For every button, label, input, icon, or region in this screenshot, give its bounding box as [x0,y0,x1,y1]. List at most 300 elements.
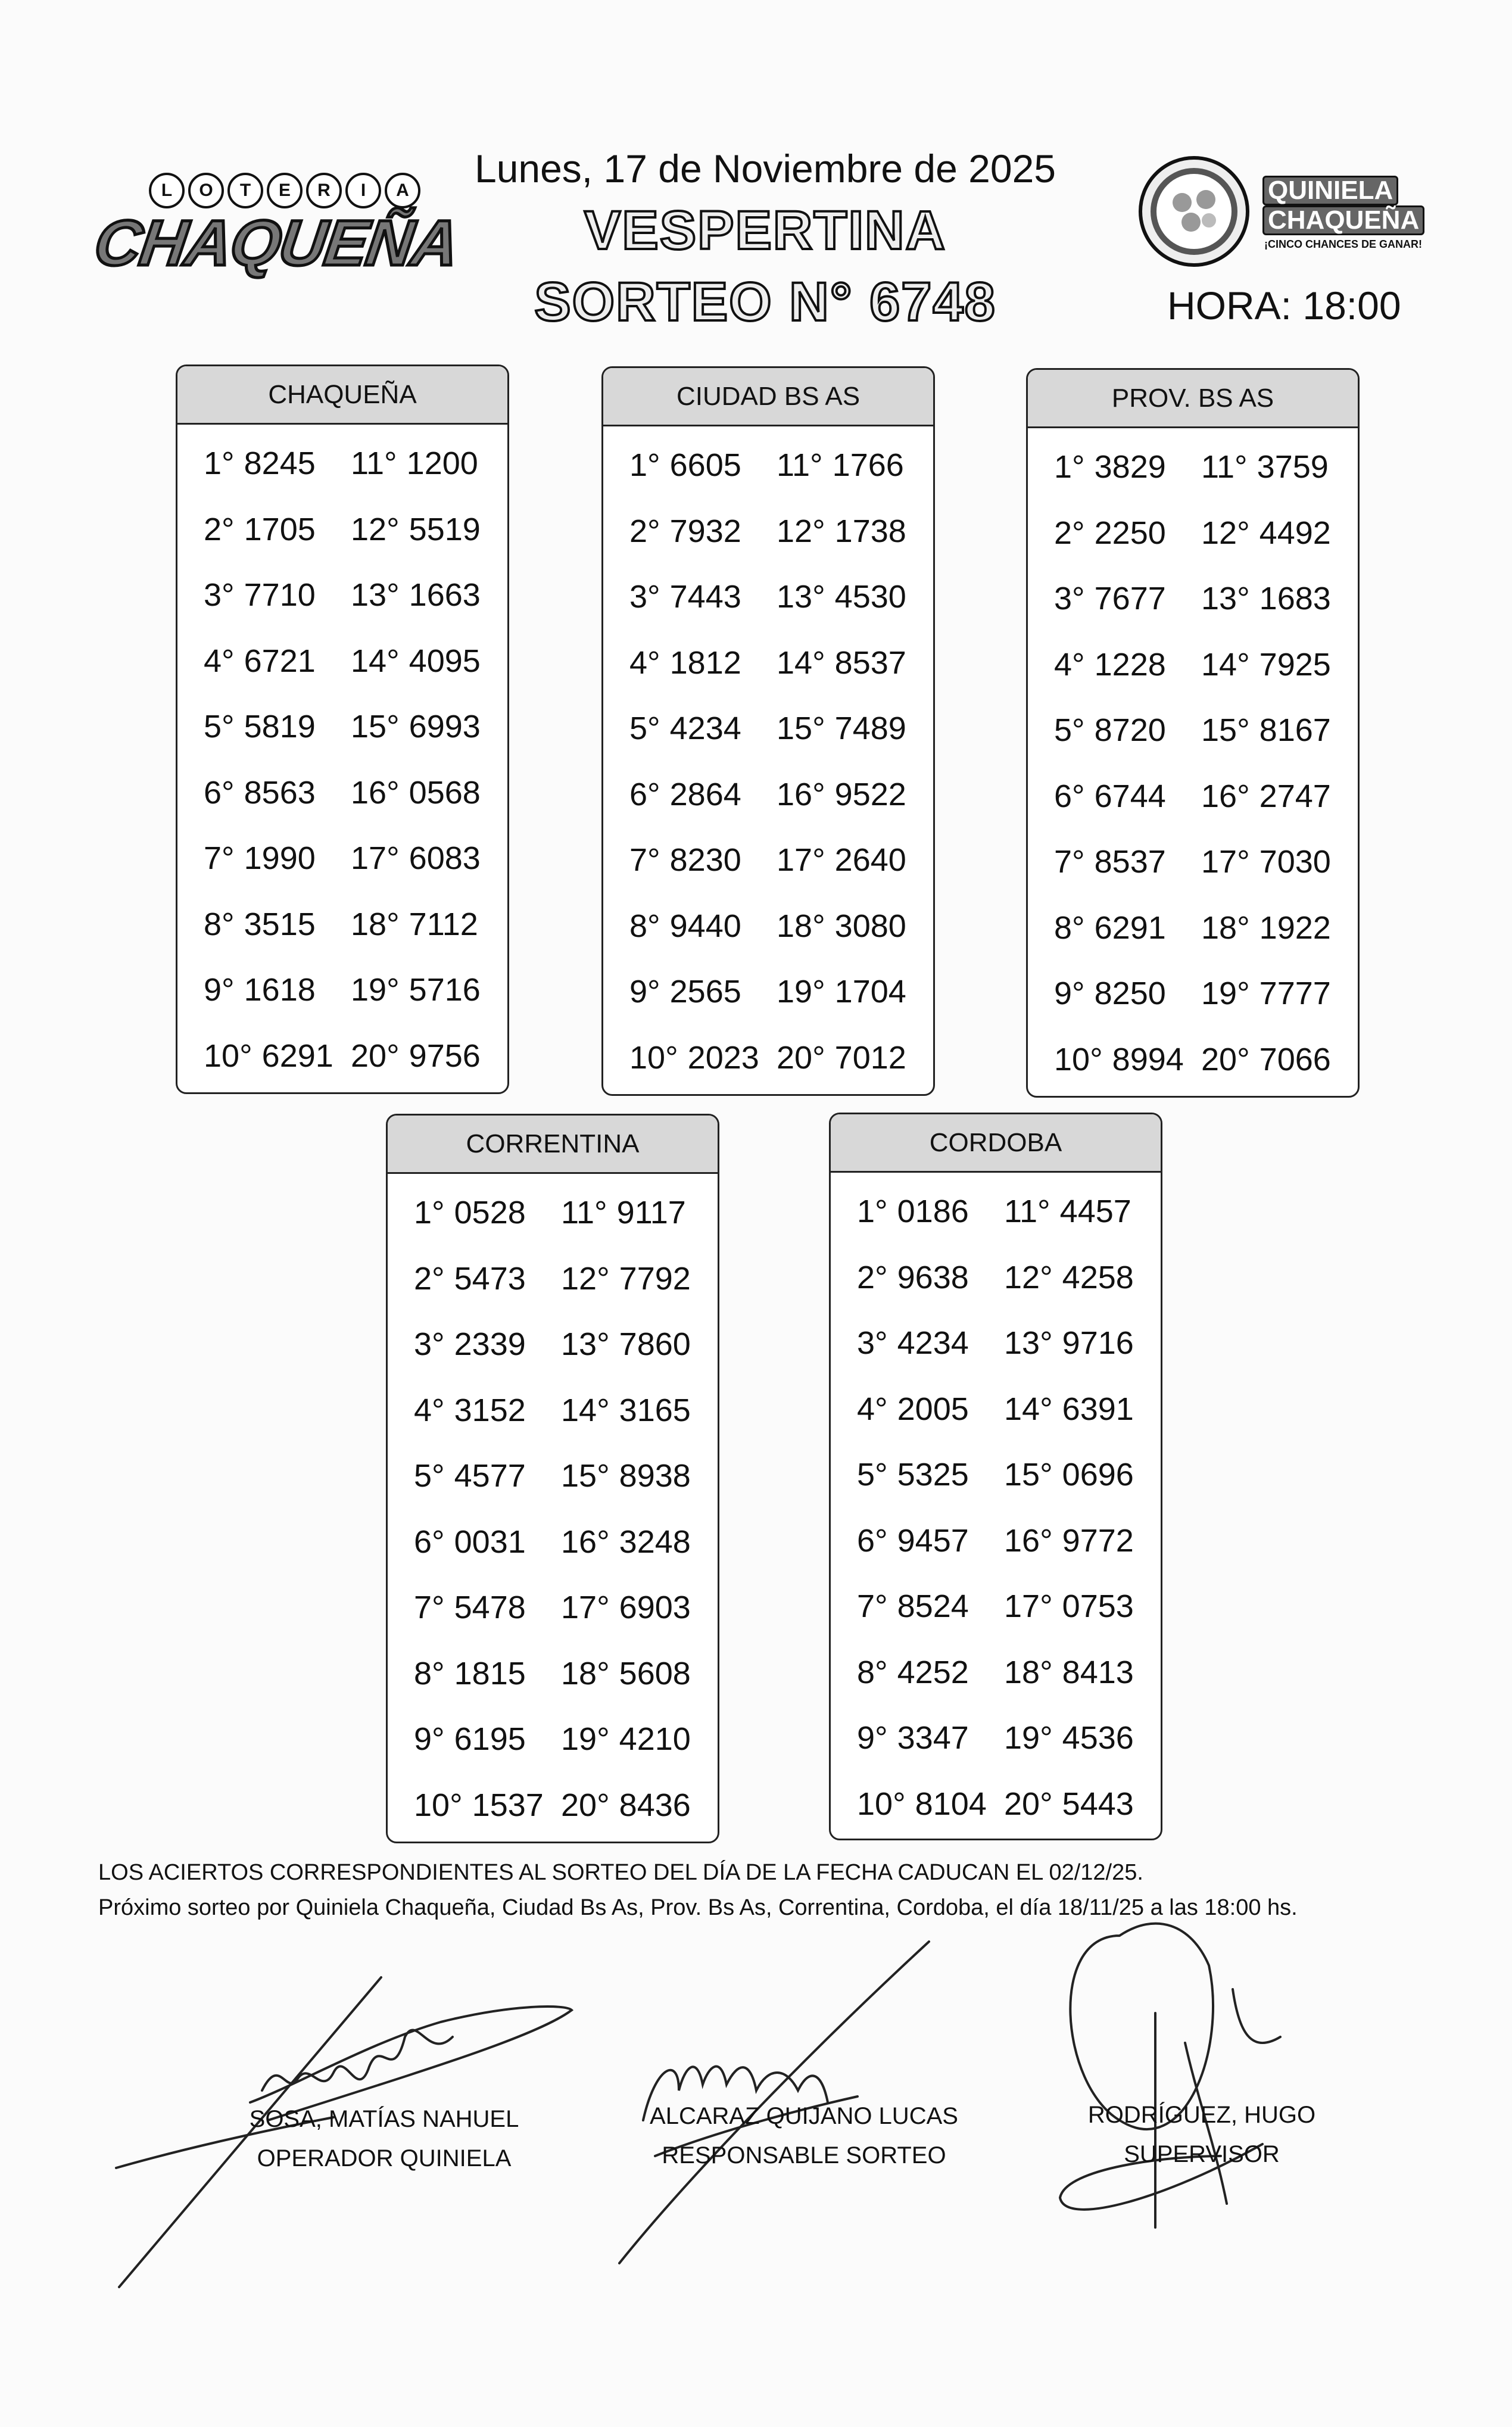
results-panel-ciudad-bs-as [601,366,935,1096]
result-entry [388,1457,553,1494]
panel-title: CHAQUEÑA [177,366,507,425]
result-number: 4258 [1062,1259,1134,1295]
result-position: 10° [1054,1041,1103,1077]
loteria-letter-ball: R [306,173,342,208]
result-number: 5519 [409,511,481,547]
result-entry [831,1391,996,1428]
result-number: 8720 [1094,712,1166,749]
result-position: 13° [1004,1325,1053,1362]
result-position: 17° [1004,1588,1053,1625]
result-entry [342,511,507,548]
result-entry [177,971,342,1008]
result-entry [768,513,933,550]
result-position: 17° [561,1590,610,1626]
result-position: 17° [777,842,825,878]
result-position: 18° [561,1655,610,1691]
result-position: 13° [1201,581,1250,617]
result-position: 9° [1054,976,1085,1012]
result-row [831,1508,1161,1574]
result-position: 20° [351,1038,400,1074]
result-row [177,892,507,958]
result-row [388,1706,718,1772]
result-position: 19° [777,974,825,1010]
result-entry [996,1654,1161,1691]
result-number: 3347 [897,1720,969,1756]
result-row [388,1509,718,1575]
result-position: 18° [777,908,825,944]
result-position: 4° [629,644,660,681]
result-number: 9440 [669,908,741,944]
result-number: 8938 [619,1458,691,1494]
result-number: 1922 [1259,909,1331,946]
result-number: 4234 [897,1325,969,1362]
result-entry [768,710,933,747]
result-number: 5716 [409,972,481,1008]
result-number: 6993 [409,709,481,745]
signatory-2-role: RESPONSABLE SORTEO [662,2142,946,2169]
result-entry [1193,1041,1358,1078]
result-number: 7777 [1259,976,1331,1012]
result-entry [553,1524,718,1560]
result-entry [603,447,768,484]
result-position: 8° [857,1654,888,1690]
result-position: 6° [204,774,235,811]
result-row [1028,829,1358,895]
result-position: 15° [561,1458,610,1494]
result-position: 11° [1004,1194,1050,1230]
result-row [1028,961,1358,1027]
signatory-1-name: SOSA, MATÍAS NAHUEL [249,2106,519,2132]
result-position: 2° [629,513,660,549]
draw-number: SORTEO N° 6748 [534,272,996,332]
result-entry [342,708,507,745]
result-number: 7710 [244,577,316,613]
draw-session-title: VESPERTINA [584,200,946,261]
result-entry [831,1522,996,1559]
result-row [177,957,507,1023]
result-position: 12° [1201,515,1250,551]
results-list [177,425,507,1089]
signatory-3-role: SUPERVISOR [1124,2141,1280,2167]
result-entry [831,1786,996,1822]
result-position: 16° [777,776,825,812]
result-entry [831,1588,996,1625]
result-number: 2250 [1094,515,1166,551]
result-entry [996,1786,1161,1822]
result-position: 11° [1201,449,1248,485]
result-position: 13° [561,1326,610,1363]
signatory-2 [625,2096,983,2175]
result-number: 7443 [669,579,741,615]
result-entry [1193,646,1358,683]
result-entry [603,776,768,813]
result-row [603,564,933,630]
result-position: 10° [857,1786,906,1822]
result-number: 6744 [1094,778,1166,814]
result-position: 12° [1004,1259,1053,1295]
result-row [831,1771,1161,1837]
result-entry [768,842,933,878]
result-number: 4530 [834,579,906,615]
result-entry [1028,646,1193,683]
panel-title: CORDOBA [831,1114,1161,1173]
result-position: 9° [857,1720,888,1756]
result-position: 1° [857,1194,888,1230]
result-number: 0568 [409,774,481,811]
result-row [831,1640,1161,1706]
result-row [388,1772,718,1839]
result-entry [342,971,507,1008]
result-position: 5° [857,1457,888,1493]
result-position: 2° [1054,515,1085,551]
draw-time: HORA: 18:00 [1167,283,1401,328]
loteria-letter-ball: E [267,173,303,208]
result-position: 18° [351,906,400,942]
result-position: 11° [351,445,397,482]
result-number: 2023 [687,1039,759,1076]
result-number: 9716 [1062,1325,1134,1362]
signatory-1-role: OPERADOR QUINIELA [257,2145,512,2171]
result-entry [1028,843,1193,880]
loteria-letter-ball: I [345,173,381,208]
result-position: 3° [414,1326,445,1363]
result-entry [342,906,507,943]
result-number: 3515 [244,906,316,942]
result-number: 7489 [834,711,906,747]
result-row [177,825,507,892]
result-number: 0696 [1062,1457,1134,1493]
result-position: 8° [414,1655,445,1691]
signatory-3 [1023,2095,1380,2174]
result-entry [603,710,768,747]
results-panel-cordoba [829,1113,1162,1840]
result-number: 1537 [472,1787,544,1823]
result-entry [1028,712,1193,749]
result-number: 7932 [669,513,741,549]
result-position: 6° [629,776,660,812]
result-entry [768,1039,933,1076]
result-entry [177,577,342,613]
result-position: 6° [1054,778,1085,814]
result-row [177,562,507,628]
results-list [1028,428,1358,1092]
result-number: 1990 [244,840,316,877]
result-entry [1193,448,1358,485]
result-entry [603,578,768,615]
result-row [177,760,507,826]
loteria-letter-ball: O [188,173,224,208]
result-position: 9° [629,974,660,1010]
result-position: 15° [777,711,825,747]
result-entry [388,1326,553,1363]
result-position: 20° [777,1039,825,1076]
result-number: 4210 [619,1721,691,1758]
result-entry [177,840,342,877]
panel-title: PROV. BS AS [1028,370,1358,428]
result-entry [342,774,507,811]
result-number: 3759 [1257,449,1329,485]
result-position: 18° [1004,1654,1053,1690]
result-entry [388,1589,553,1626]
loteria-letter-ball: L [149,173,185,208]
result-row [388,1180,718,1246]
result-position: 4° [414,1392,445,1428]
result-number: 1738 [834,513,906,549]
loteria-balls [149,173,420,208]
result-row [388,1575,718,1641]
result-entry [996,1588,1161,1625]
result-number: 7925 [1259,646,1331,683]
result-position: 2° [414,1260,445,1297]
result-number: 6903 [619,1590,691,1626]
result-position: 3° [629,579,660,615]
result-position: 19° [1004,1720,1053,1756]
result-row [1028,895,1358,961]
quiniela-logo-line2: CHAQUEÑA [1262,205,1424,235]
result-entry [553,1326,718,1363]
result-number: 1618 [244,972,316,1008]
panel-title: CORRENTINA [388,1116,718,1174]
result-position: 4° [204,643,235,679]
result-entry [1193,515,1358,552]
result-entry [553,1655,718,1692]
result-entry [388,1194,553,1231]
result-number: 2640 [834,842,906,878]
result-entry [996,1456,1161,1493]
result-row [177,431,507,497]
signatory-1 [205,2099,563,2178]
result-entry [1193,975,1358,1012]
result-number: 0031 [454,1524,526,1560]
result-number: 6083 [409,840,481,877]
result-row [1028,1027,1358,1093]
result-entry [553,1392,718,1429]
result-entry [996,1193,1161,1230]
result-position: 7° [414,1590,445,1626]
result-position: 7° [629,842,660,878]
result-position: 15° [1004,1457,1053,1493]
result-row [603,630,933,696]
result-row [603,499,933,565]
loteria-letter-ball: T [227,173,263,208]
result-entry [1193,909,1358,946]
result-position: 18° [1201,909,1250,946]
result-row [831,1245,1161,1311]
result-number: 3248 [619,1524,691,1560]
result-position: 14° [1201,646,1250,683]
result-row [603,696,933,762]
result-entry [177,1038,342,1074]
result-number: 6721 [244,643,316,679]
result-row [603,1025,933,1091]
result-number: 6195 [454,1721,526,1758]
result-number: 8413 [1062,1654,1134,1690]
result-number: 5325 [897,1457,969,1493]
result-number: 6605 [669,447,741,484]
result-position: 14° [561,1392,610,1428]
result-position: 16° [1201,778,1250,814]
result-number: 8563 [244,774,316,811]
result-number: 9522 [834,776,906,812]
result-entry [1193,712,1358,749]
result-entry [1028,778,1193,815]
result-position: 1° [414,1195,445,1231]
result-number: 1705 [244,511,316,547]
result-position: 3° [1054,581,1085,617]
result-row [831,1310,1161,1376]
result-entry [831,1456,996,1493]
next-draw-notice: Próximo sorteo por Quiniela Chaqueña, Ciudad Bs As, Prov. Bs As, Correntina, Cordoba, el día 18/11/25 a las 18:00 hs. [98,1895,1298,1920]
result-number: 1815 [454,1655,526,1691]
result-position: 20° [561,1787,610,1823]
result-number: 7860 [619,1326,691,1363]
result-position: 12° [351,511,400,547]
result-number: 0753 [1062,1588,1134,1625]
result-row [1028,566,1358,632]
result-entry [996,1522,1161,1559]
result-number: 5443 [1062,1786,1134,1822]
result-number: 8524 [897,1588,969,1625]
result-entry [553,1721,718,1758]
result-entry [996,1719,1161,1756]
result-entry [342,643,507,680]
result-position: 8° [204,906,235,942]
result-position: 16° [1004,1522,1053,1559]
result-number: 8250 [1094,976,1166,1012]
result-position: 20° [1004,1786,1053,1822]
result-number: 7677 [1094,581,1166,617]
result-row [388,1443,718,1509]
results-list [603,426,933,1091]
results-list [831,1173,1161,1837]
result-number: 1766 [832,447,904,484]
result-entry [177,511,342,548]
result-number: 2747 [1259,778,1331,814]
results-panel-chaquena [176,364,509,1094]
result-number: 8436 [619,1787,691,1823]
result-number: 0186 [897,1194,969,1230]
result-row [831,1442,1161,1508]
result-number: 3165 [619,1392,691,1428]
result-entry [603,908,768,945]
result-entry [342,577,507,613]
result-row [1028,764,1358,830]
result-row [177,1023,507,1089]
result-number: 4095 [409,643,481,679]
result-number: 6291 [1094,909,1166,946]
result-entry [831,1325,996,1362]
result-entry [388,1392,553,1429]
quiniela-logo-tagline: ¡CINCO CHANCES DE GANAR! [1264,238,1422,250]
result-number: 5608 [619,1655,691,1691]
result-number: 9756 [409,1038,481,1074]
result-row [388,1246,718,1312]
result-entry [831,1259,996,1296]
result-entry [1193,580,1358,617]
result-number: 4457 [1059,1194,1131,1230]
results-panel-prov-bs-as [1026,368,1360,1098]
result-position: 2° [204,511,235,547]
result-entry [768,973,933,1010]
result-entry [831,1654,996,1691]
result-position: 20° [1201,1041,1250,1077]
quiniela-chaquena-logo [1134,152,1438,271]
result-entry [553,1589,718,1626]
result-position: 5° [414,1458,445,1494]
loteria-chaquena-logo [90,167,463,286]
result-number: 7792 [619,1260,691,1297]
result-number: 1704 [834,974,906,1010]
result-entry [177,906,342,943]
result-entry [768,776,933,813]
result-number: 8994 [1112,1041,1184,1077]
result-number: 3080 [834,908,906,944]
result-position: 7° [204,840,235,877]
result-entry [603,842,768,878]
result-entry [996,1391,1161,1428]
result-number: 2339 [454,1326,526,1363]
result-row [1028,632,1358,698]
quiniela-logo-line1: QUINIELA [1262,176,1398,205]
result-position: 6° [857,1522,888,1559]
result-position: 2° [857,1259,888,1295]
expiry-notice: LOS ACIERTOS CORRESPONDIENTES AL SORTEO DEL DÍA DE LA FECHA CADUCAN EL 02/12/25. [98,1860,1143,1885]
result-row [1028,500,1358,566]
results-list [388,1174,718,1838]
signatory-2-name: ALCARAZ QUIJANO LUCAS [650,2103,958,2129]
result-entry [603,1039,768,1076]
result-position: 11° [777,447,823,484]
result-number: 4577 [454,1458,526,1494]
result-row [388,1641,718,1707]
result-number: 9457 [897,1522,969,1559]
result-entry [996,1325,1161,1362]
result-position: 12° [561,1260,610,1297]
result-position: 7° [1054,844,1085,880]
result-number: 3152 [454,1392,526,1428]
draw-date: Lunes, 17 de Noviembre de 2025 [474,147,1056,191]
result-entry [177,774,342,811]
result-row [1028,697,1358,764]
result-entry [553,1194,718,1231]
result-number: 2864 [669,776,741,812]
result-number: 8167 [1259,712,1331,749]
result-position: 3° [204,577,235,613]
result-number: 3829 [1094,449,1166,485]
result-number: 8245 [244,445,316,482]
result-entry [553,1260,718,1297]
result-row [831,1705,1161,1771]
result-position: 19° [1201,976,1250,1012]
result-number: 7030 [1259,844,1331,880]
result-number: 4492 [1259,515,1331,551]
result-number: 7012 [834,1039,906,1076]
result-entry [388,1524,553,1560]
result-position: 10° [414,1787,463,1823]
result-position: 14° [1004,1391,1053,1427]
result-entry [1028,1041,1193,1078]
result-entry [342,1038,507,1074]
result-number: 5478 [454,1590,526,1626]
result-entry [831,1719,996,1756]
result-number: 4252 [897,1654,969,1690]
result-position: 5° [1054,712,1085,749]
result-entry [1028,909,1193,946]
result-row [831,1376,1161,1443]
result-position: 4° [1054,646,1085,683]
result-entry [388,1655,553,1692]
result-number: 9772 [1062,1522,1134,1559]
